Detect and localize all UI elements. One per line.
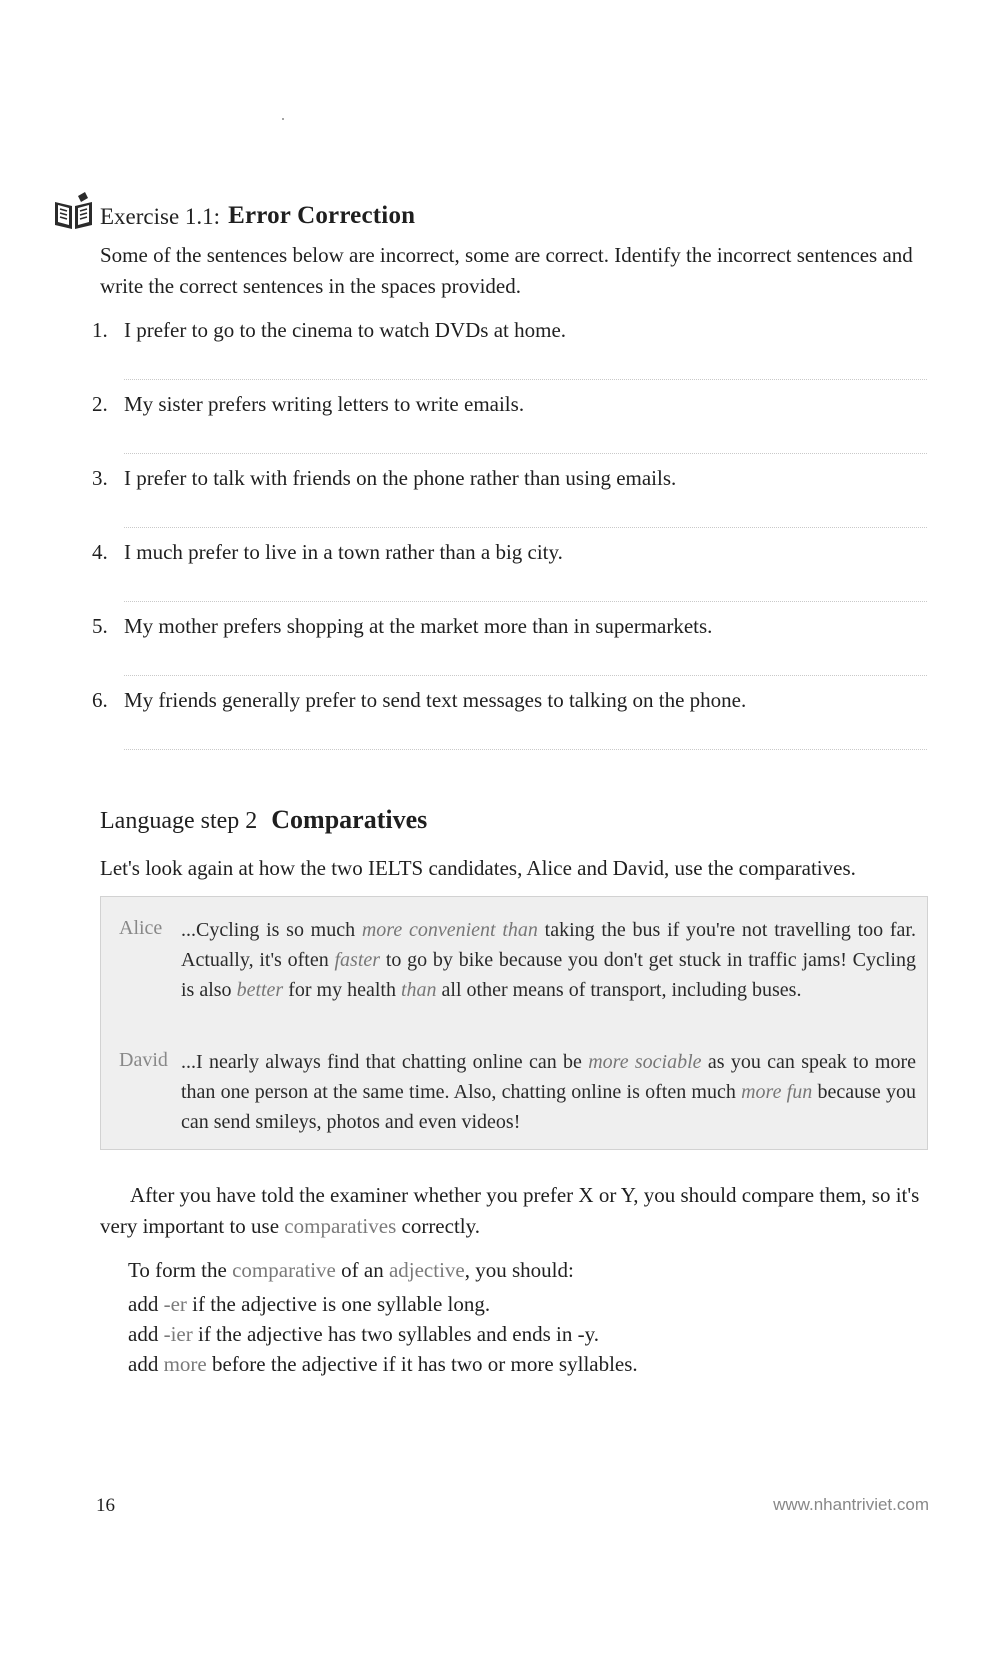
question-item [92,466,927,540]
suffix: -er [163,1292,187,1316]
highlight-term: comparatives [284,1214,397,1238]
question-text: I prefer to talk with friends on the phone rather than using emails. [124,466,677,490]
quote-david: ...I nearly always find that chatting online can be more sociable as you can speak to more than one person at the same time. Also, chatting online is often much more fun because you can send smileys, photos and even videos! [181,1051,917,1133]
answer-line[interactable] [124,379,927,380]
book-icon [52,192,96,230]
question-number: 4. [92,540,108,564]
quote-box [100,896,928,1150]
exercise-instruction: Some of the sentences below are incorrect, some are correct. Identify the incorrect sentences and write the correct sentences in the spaces provided. [100,243,913,298]
highlight-term: comparative [232,1258,336,1282]
form-paragraph: To form the comparative of an adjective, you should: [128,1258,574,1282]
question-number: 1. [92,318,108,342]
emphasis: more sociable [588,1051,702,1073]
exercise-heading [52,190,415,230]
question-item [92,392,927,466]
answer-line[interactable] [124,749,927,750]
question-item [92,688,927,762]
rule-item: add -er if the adjective is one syllable long. [128,1292,491,1316]
rule-item: add -ier if the adjective has two syllables and ends in -y. [128,1322,600,1346]
emphasis: more convenient than [361,919,538,941]
emphasis: better [236,979,284,1001]
after-paragraph: After you have told the examiner whether you prefer X or Y, you should compare them, so it's very important to use comparatives correctly. [100,1183,920,1238]
suffix: more [163,1352,207,1376]
language-step-intro: Let's look again at how the two IELTS candidates, Alice and David, use the comparatives. [100,856,856,880]
answer-line[interactable] [124,675,927,676]
speaker-david: David [119,1049,168,1071]
question-number: 3. [92,466,108,490]
exercise-label: Exercise 1.1: [100,204,221,229]
answer-line[interactable] [124,527,927,528]
exercise-title: Error Correction [228,202,416,229]
question-item [92,540,927,614]
suffix: -ier [163,1322,193,1346]
question-text: I much prefer to live in a town rather than a big city. [124,540,563,564]
question-text: I prefer to go to the cinema to watch DVDs at home. [124,318,567,342]
page-number: 16 [96,1495,115,1516]
speaker-alice: Alice [119,917,163,939]
question-list [92,318,927,762]
answer-line[interactable] [124,453,927,454]
question-text: My sister prefers writing letters to write emails. [124,392,525,416]
quote-alice: ...Cycling is so much more convenient than taking the bus if you're not travelling too far. Actually, it's often faster to go by bike because you don't get stuck in traffic jams! Cycling is also better for my health than all other means of transport, including buses. [181,919,916,1001]
answer-line[interactable] [124,601,927,602]
question-number: 6. [92,688,108,712]
question-number: 2. [92,392,108,416]
highlight-term: adjective [388,1258,465,1282]
question-item [92,614,927,688]
rule-item: add more before the adjective if it has two or more syllables. [128,1352,638,1376]
question-text: My mother prefers shopping at the market more than in supermarkets. [124,614,713,638]
language-step-title: Comparatives [271,805,428,834]
question-text: My friends generally prefer to send text messages to talking on the phone. [124,688,747,712]
language-step-label: Language step 2 [100,808,258,834]
question-number: 5. [92,614,108,638]
emphasis: faster [334,949,381,971]
emphasis: than [400,979,437,1001]
emphasis: more fun [741,1081,813,1103]
language-step-heading [100,805,427,835]
speck [282,118,284,120]
question-item [92,318,927,392]
website-url[interactable]: www.nhantriviet.com [773,1495,929,1514]
